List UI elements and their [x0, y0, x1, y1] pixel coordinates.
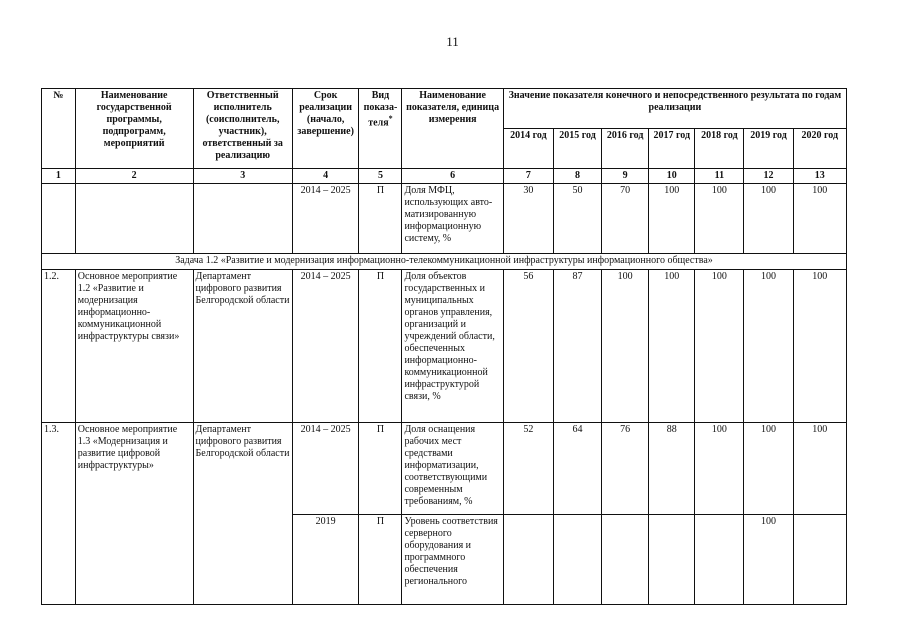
header-year: 2020 год [793, 129, 846, 169]
column-number: 6 [402, 169, 503, 184]
column-number: 2 [75, 169, 193, 184]
cell-name: Основное мероприятие 1.3 «Модернизация и развитие цифровой инфраструктуры» [75, 423, 193, 605]
header-indicator: Наименование показателя, единица измерения [402, 89, 503, 169]
cell-type: П [359, 423, 402, 515]
cell-value: 100 [744, 184, 793, 254]
cell-value: 100 [649, 184, 695, 254]
cell-value: 100 [602, 270, 649, 423]
cell-indicator: Доля оснащения рабочих мест средствами информатизации, соответствующими современным требованиям, % [402, 423, 503, 515]
cell-empty [649, 515, 695, 605]
cell-period: 2014 – 2025 [292, 184, 359, 254]
cell-value: 100 [695, 423, 744, 515]
header-num: № [42, 89, 76, 169]
cell-value: 76 [602, 423, 649, 515]
cell-value: 64 [553, 423, 601, 515]
header-year: 2015 год [553, 129, 601, 169]
task-row [42, 254, 847, 270]
cell-empty [193, 184, 292, 254]
header-type-mark: * [388, 114, 393, 123]
table-row-1-3 [42, 423, 847, 515]
cell-empty [602, 515, 649, 605]
cell-num: 1.3. [42, 423, 76, 605]
cell-indicator: Доля МФЦ, использующих авто-матизированную информационную систему, % [402, 184, 503, 254]
header-type [359, 89, 402, 169]
column-number: 9 [602, 169, 649, 184]
cell-name: Основное мероприятие 1.2 «Развитие и модернизация информационно-коммуникационной инфраструктуры связи» [75, 270, 193, 423]
table-row-mfc [42, 184, 847, 254]
column-number: 10 [649, 169, 695, 184]
cell-empty [553, 515, 601, 605]
cell-value: 30 [503, 184, 553, 254]
column-number-row [42, 169, 847, 184]
cell-period: 2014 – 2025 [292, 270, 359, 423]
column-number: 13 [793, 169, 846, 184]
cell-value: 50 [553, 184, 601, 254]
cell-num: 1.2. [42, 270, 76, 423]
header-year: 2019 год [744, 129, 793, 169]
header-responsible: Ответственный исполнитель (соисполнитель, участник), ответственный за реализацию [193, 89, 292, 169]
column-number: 5 [359, 169, 402, 184]
header-period: Срок реализации (начало, завершение) [292, 89, 359, 169]
cell-value: 100 [793, 423, 846, 515]
cell-period: 2014 – 2025 [292, 423, 359, 515]
column-number: 8 [553, 169, 601, 184]
header-name: Наименование государственной программы, подпрограмм, мероприятий [75, 89, 193, 169]
cell-period: 2019 [292, 515, 359, 605]
cell-indicator: Уровень соответствия серверного оборудования и программного обеспечения регионального [402, 515, 503, 605]
cell-type: П [359, 515, 402, 605]
cell-value: 100 [793, 270, 846, 423]
cell-value: 100 [744, 515, 793, 605]
cell-value: 100 [695, 270, 744, 423]
header-year: 2018 год [695, 129, 744, 169]
cell-value: 100 [744, 270, 793, 423]
header-year: 2017 год [649, 129, 695, 169]
cell-type: П [359, 270, 402, 423]
column-number: 1 [42, 169, 76, 184]
header-row-1 [42, 89, 847, 129]
cell-responsible: Департамент цифрового развития Белгородской области [193, 270, 292, 423]
cell-value: 100 [695, 184, 744, 254]
column-number: 7 [503, 169, 553, 184]
cell-value: 100 [744, 423, 793, 515]
cell-empty [503, 515, 553, 605]
cell-responsible: Департамент цифрового развития Белгородской области [193, 423, 292, 605]
cell-value: 100 [793, 184, 846, 254]
indicators-table [41, 88, 847, 605]
cell-empty [695, 515, 744, 605]
cell-empty [75, 184, 193, 254]
cell-type: П [359, 184, 402, 254]
cell-indicator: Доля объектов государственных и муниципальных органов управления, организаций и учреждений области, обеспеченных информационно-коммуникационной инфраструктурой связи, % [402, 270, 503, 423]
header-year: 2016 год [602, 129, 649, 169]
header-type-label: Вид показа-теля [363, 90, 398, 129]
cell-value: 87 [553, 270, 601, 423]
column-number: 11 [695, 169, 744, 184]
table-row-1-2 [42, 270, 847, 423]
task-heading: Задача 1.2 «Развитие и модернизация информационно-телекоммуникационной инфраструктуры информационного общества» [42, 254, 847, 270]
cell-value: 88 [649, 423, 695, 515]
column-number: 3 [193, 169, 292, 184]
cell-value: 56 [503, 270, 553, 423]
cell-value: 52 [503, 423, 553, 515]
cell-value: 100 [649, 270, 695, 423]
header-values-group: Значение показателя конечного и непосредственного результата по годам реализации [503, 89, 846, 129]
page-number: 11 [446, 34, 459, 49]
header-year: 2014 год [503, 129, 553, 169]
cell-value: 70 [602, 184, 649, 254]
cell-empty [42, 184, 76, 254]
column-number: 12 [744, 169, 793, 184]
cell-empty [793, 515, 846, 605]
column-number: 4 [292, 169, 359, 184]
